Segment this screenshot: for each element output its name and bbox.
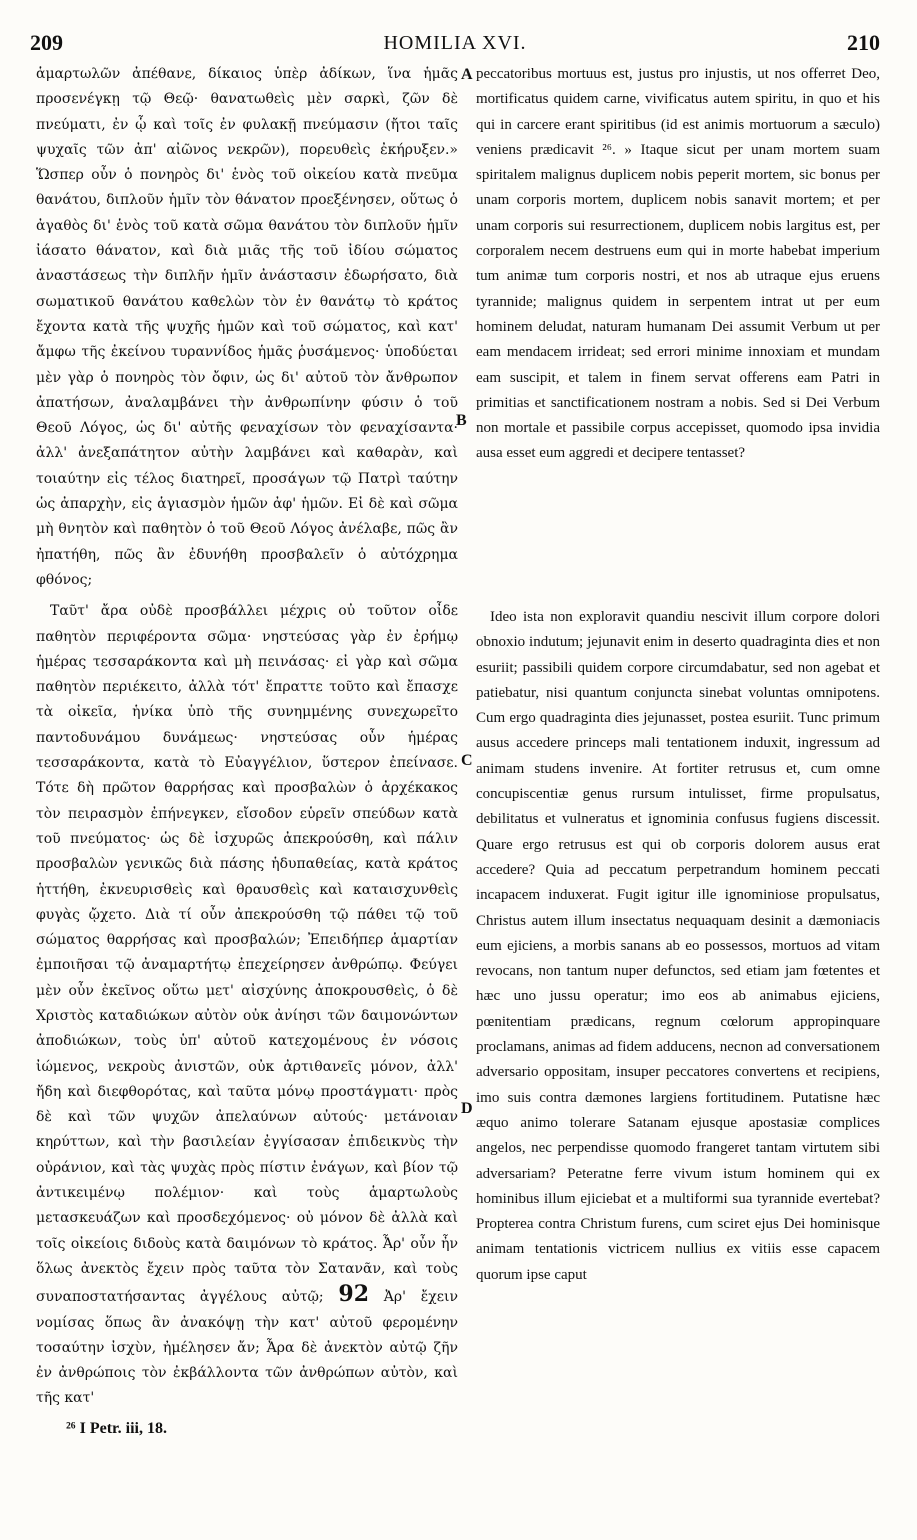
page-number-left: 209 (30, 30, 63, 55)
latin-paragraph-2: Ideo ista non exploravit quandiu nescivit illum corpore dolori obnoxio indutum; jejunavit enim in deserto quadraginta dies et non esuriit; passibili quidem corpore circumdabatur, sed non agebat et patiebatur, nisi quantum conjuncta sinebat voluntas omnipotens. Cum ergo quadraginta dies jejunasset, postea esuriit. Tunc primum ausus accedere princeps mali tentationem induxit, ingressum ad animam studens invenire. At fortiter retrusus et, cum omne concupiscentiæ genus rursum intulisset, firme propulsatus, debilitatus et vulneratus et ignominia confusus fugiens discessit. Quare ergo retrusus est qui ob corporis dolorem ausus erat accedere? Quia ad peccatum perpetrandum hominem peccati incapacem induxerat. Fugit igitur ille ignominiose propulsatus, Christus autem illum insectatus nequaquam desinit a dæmoniacis eum ejiciens, a morbis sanans ab eo possessos, mortuos ad vitam revocans, non tantum nuper defunctos, sed etiam jam fœtentes et hæc uno jussu operatur; imo eos ab animabus ejiciens, pœnitentiam prædicans, regnum cœlorum appropinquare proclamans, animas ad fidem adducens, necnon ad conversationem adversario oppositam, insuper peccatores convertens et recipiens, imo suis contra dæmones largiens fortitudinem. Putatisne hæc æquo animo tolerare Satanam ejusque apostasiæ complices angelos, nec perpendisse quomodo frangeret tantam virtutem sibi adversariam? Peteratne ferre vivum istum hominem qui ex hominibus illum ejiciebat et a multiformi sua tyrannide evertebat? Propterea contra Christum furens, cum sciret ejus Dei hominisque animam tentationis victricem nullius ex vitiis esse capacem quorum ipse caput (476, 609, 880, 1283)
greek-paragraph-2-part-b: Ἀρ' ἔχειν νομίσας ὅπως ἂν ἀνακόψῃ τὴν κατ' αὐτοῦ φερομένην τοσαύτην ἰσχὺν, ἠμέλησεν ἄν; Ἆρα δὲ ἀνεκτὸν αὐτῷ ζῆν ἐν ἀνθρώποις τὸν ἐκβάλλοντα τῶν ἀνθρώπων αὐτὸν, καὶ τῆς κατ' (36, 1289, 459, 1407)
margin-marker-c: C (461, 752, 473, 769)
greek-paragraph-2 (36, 599, 458, 1412)
margin-marker-a: A (461, 66, 473, 83)
greek-paragraph-2-part-a: Ταῦτ' ἄρα οὐδὲ προσβάλλει μέχρις οὐ τοῦτον οἶδε παθητὸν περιφέροντα σῶμα· νηστεύσας γὰρ ἐν ἐρήμῳ ἡμέρας τεσσαράκοντα καὶ μὴ πεινάσας· εἰ γὰρ καὶ σῶμα παθητὸν περιέκειτο, ἀλλὰ τότ' ἔπραττε τοῦτο καὶ ἔπασχε τὰ οἰκεῖα, ἡνίκα ὑπὸ τῆς συνημμένης συνεχωρεῖτο παντοδυνάμου δυνάμεως· νηστεύσας οὖν ἡμέρας τεσσαράκοντα, κατὰ τὸ Εὐαγγέλιον, ὕστερον ἐπείνασε. Τότε δὴ πρῶτον θαρρήσας καὶ προσβαλὼν ὁ ἀρχέκακος τὸν πειρασμὸν ἐπήνεγκεν, εἴσοδον εὑρεῖν σπεύδων κατὰ τοῦ πνεύματος· ὡς δὲ ἰσχυρῶς ἀπεκρούσθη, καὶ πάλιν προσβαλὼν γενικῶς διὰ πάσης ἡδυπαθείας, κατὰ κράτος ἡττήθη, ἐκνευρισθεὶς καὶ θραυσθεὶς καὶ καταισχυνθεὶς φυγὰς ᾤχετο. Διὰ τί οὖν ἀπεκρούσθη τῷ πάθει τῷ τοῦ σώματος θαρρήσας καὶ προσβαλών; Ἐπειδήπερ ἁμαρτίαν ἐμποιῆσαι τῷ ἀναμαρτήτῳ ἐπεχείρησεν ἀνθρώπῳ. Φεύγει μὲν οὖν ἐκεῖνος οὕτω μετ' αἰσχύνης ἀποκρουσθεὶς, ὁ δὲ Χριστὸς καταδιώκων αὐτὸν οὐκ ἀνίησι τῶν δαιμονώντων ἀποδιώκων, τοὺς ὑπ' αὐτοῦ κατεχομένους ἐν νόσοις ἰώμενος, νεκροὺς ἀνιστῶν, οὐκ ἀρτιθανεῖς μόνον, ἀλλ' ἤδη καὶ διεφθορότας, καὶ ταῦτα μόνῳ προστάγματι· πρὸς δὲ καὶ τῶν ψυχῶν ἀπελαύνων αὐτούς· μετάνοιαν κηρύττων, καὶ τὴν βασιλείαν ἐγγίσασαν ἐπιδεικνὺς τὴν οὐράνιον, καὶ τὰς ψυχὰς πρὸς πίστιν ἐνάγων, καὶ βίον τῷ ἀντικειμένῳ πολέμιον· καὶ τοὺς ἁμαρτωλοὺς μετασκευάζων καὶ προσδεχόμενος· οὐ μόνον δὲ ἀλλὰ καὶ τοῖς οἰκείοις διδοὺς κατὰ δαιμόνων τὸ κράτος. Ἆρ' οὖν ἦν ὅλως ἀνεκτὸς ἔχειν πρὸς ταῦτα τὸν Σατανᾶν, καὶ τοὺς συναποστατήσαντας ἀγγέλους αὐτῷ; (36, 603, 458, 1306)
running-title: HOMILIA XVI. (383, 32, 527, 54)
footnote: ²⁶ I Petr. iii, 18. (66, 1420, 167, 1437)
page-header (30, 30, 880, 64)
page-number-right: 210 (847, 30, 880, 55)
patrologia-column-number: 92 (338, 1281, 370, 1308)
greek-column (36, 62, 458, 1418)
greek-paragraph-1: ἁμαρτωλῶν ἀπέθανε, δίκαιος ὑπὲρ ἀδίκων, ἵνα ἡμᾶς προσενέγκῃ τῷ Θεῷ· θανατωθεὶς μὲν σαρκὶ, ζῶν δὲ πνεύματι, ἐν ᾧ καὶ τοῖς ἐν φυλακῇ πνεύμασιν (ἤτοι ταῖς ψυχαῖς τῶν ἀπ' αἰῶνος νεκρῶν), πορευθεὶς ἐκήρυξεν.» Ὥσπερ οὖν ὁ πονηρὸς δι' ἑνὸς τοῦ οἰκείου κατὰ πνεῦμα θανάτου, διπλοῦν ἡμῖν τὸν θάνατον προεξένησεν, οὕτως ὁ ἀγαθὸς δι' ἑνὸς τοῦ κατὰ σῶμα θανάτου τὸν διπλοῦν ἡμῖν ἰάσατο θάνατον, καὶ διὰ μιᾶς τῆς τοῦ ἰδίου σώματος ἀναστάσεως τὴν διπλῆν ἡμῖν ἀνάστασιν ἐδωρήσατο, διὰ σωματικοῦ θανάτου καθελὼν τὸν ἐν θανάτῳ τὸ κράτος ἔχοντα κατὰ τῆς ψυχῆς ἡμῶν καὶ τοῦ σώματος, καὶ κατ' ἄμφω τῆς ἐκείνου τυραννίδος ἡμᾶς ῥυσάμενος· ὑποδύεται μὲν γὰρ ὁ πονηρὸς τὸν ὄφιν, ὡς δι' αὐτοῦ τὸν ἄνθρωπον ἀπατήσων, ἀναλαμβάνει τὴν ἀνθρωπίνην φύσιν ὁ τοῦ Θεοῦ Λόγος, ὡς δι' αὐτῆς φεναχίσων τὸν φεναχίσαντα· ἀλλ' ἀνεξαπάτητον αὐτὴν λαμβάνει καὶ καθαρὰν, καὶ τοιαύτην εἰς τέλος διατηρεῖ, προσάγων τῷ Πατρὶ ταύτην ὡς ἀπαρχὴν, εἰς ἁγιασμὸν ἡμῶν ἀφ' ἡμῶν. Εἰ δὲ καὶ σῶμα μὴ θνητὸν καὶ παθητὸν ὁ τοῦ Θεοῦ Λόγος ἀνέλαβε, πῶς ἂν ἠπατήθη, πῶς ἂν ἐδυνήθη προσβαλεῖν ὁ αὐτόχρημα φθόνος; (36, 66, 458, 588)
margin-marker-d: D (461, 1100, 473, 1117)
latin-column-lower (476, 605, 880, 1294)
margin-marker-b: B (456, 412, 467, 429)
latin-column-upper (476, 62, 880, 473)
latin-paragraph-1: peccatoribus mortuus est, justus pro injustis, ut nos offerret Deo, mortificatus quidem carne, vivificatus autem spiritu, in quo et his qui in carcere erant spiritibus (id est animis mortuorum a sæculo) veniens prædicavit ²⁶. » Itaque sicut per unam mortem suam spiritalem malignus duplicem nobis peperit mortem, sic bonus per unam corporis mortem, duplicem nobis sanavit mortem; et per unam corporis sui resurrectionem, duplicem nobis largitus est, per corporalem necem destruens eum qui in morte habebat imperium tum animæ tum corporis nostri, et nos ab utraque ejus eruens tyrannide; malignus quidem in serpentem intrat ut per eum hominem deludat, naturam humanam Dei assumit Verbum ut per eam mendacem irrideat; sed errori minime innoxiam et mundam eam suscipit, et talem in finem servat offerens eam Patri in primitias et sanctificationem nostram a nobis. Sed si Dei Verbum non mortale et passibile corpus accepisset, quomodo ipsa invidia ausa esset eum aggredi et decipere tentasset? (476, 66, 880, 462)
